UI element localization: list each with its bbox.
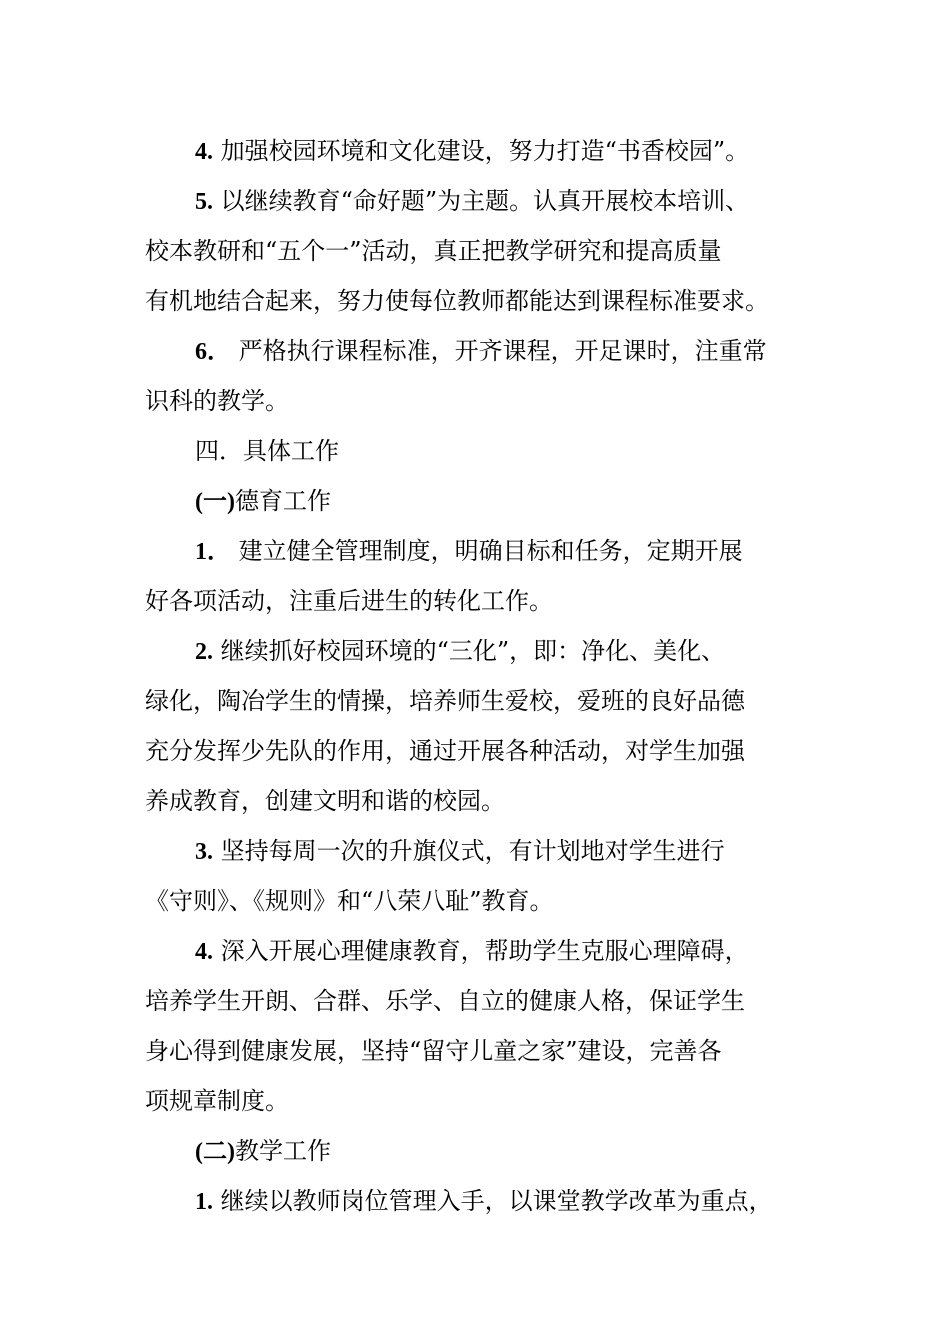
line-text: 继续抓好校园环境的“三化”，即：净化、美化、 bbox=[213, 637, 726, 665]
item-number: (二) bbox=[195, 1139, 235, 1165]
line-text: 项规章制度。 bbox=[145, 1087, 289, 1115]
item-number: 2. bbox=[195, 639, 213, 665]
paragraph-line bbox=[195, 936, 749, 967]
paragraph-line bbox=[195, 336, 767, 367]
line-text: 绿化，陶冶学生的情操，培养师生爱校，爱班的良好品德 bbox=[145, 687, 745, 715]
paragraph-line bbox=[145, 386, 289, 416]
line-text: 好各项活动，注重后进生的转化工作。 bbox=[145, 587, 553, 615]
subsection-heading bbox=[195, 486, 331, 517]
line-text: 坚持每周一次的升旗仪式，有计划地对学生进行 bbox=[213, 837, 725, 865]
paragraph-line bbox=[145, 586, 553, 616]
paragraph-line bbox=[195, 1186, 773, 1217]
section-heading bbox=[195, 436, 339, 466]
item-number: (一) bbox=[195, 489, 235, 515]
paragraph-line bbox=[145, 886, 554, 916]
line-text: 深入开展心理健康教育，帮助学生克服心理障碍， bbox=[213, 937, 749, 965]
line-text: 继续以教师岗位管理入手，以课堂教学改革为重点， bbox=[213, 1187, 773, 1215]
paragraph-line bbox=[145, 786, 505, 816]
paragraph-line bbox=[145, 236, 722, 266]
line-text: 校本教研和“五个一”活动，真正把教学研究和提高质量 bbox=[145, 237, 722, 265]
paragraph-line bbox=[145, 736, 745, 766]
line-text: 《守则》、《规则》和“八荣八耻”教育。 bbox=[145, 887, 554, 915]
paragraph-line bbox=[145, 1036, 722, 1066]
item-number: 5. bbox=[195, 189, 213, 215]
item-number: 4. bbox=[195, 939, 213, 965]
paragraph-line bbox=[145, 1086, 289, 1116]
line-text: 有机地结合起来，努力使每位教师都能达到课程标准要求。 bbox=[145, 287, 769, 315]
line-text: 四．具体工作 bbox=[195, 437, 339, 465]
line-text: 建立健全管理制度，明确目标和任务，定期开展 bbox=[231, 537, 743, 565]
line-text: 充分发挥少先队的作用，通过开展各种活动，对学生加强 bbox=[145, 737, 745, 765]
line-text: 加强校园环境和文化建设，努力打造“书香校园”。 bbox=[213, 137, 750, 165]
line-text: 培养学生开朗、合群、乐学、自立的健康人格，保证学生 bbox=[145, 987, 745, 1015]
item-number: 4. bbox=[195, 139, 213, 165]
item-number: 1． bbox=[195, 539, 231, 565]
paragraph-line bbox=[195, 636, 725, 667]
paragraph-line bbox=[195, 536, 743, 567]
line-text: 身心得到健康发展，坚持“留守儿童之家”建设，完善各 bbox=[145, 1037, 722, 1065]
item-number: 1. bbox=[195, 1189, 213, 1215]
paragraph-line bbox=[145, 286, 769, 316]
paragraph-line bbox=[145, 986, 745, 1016]
line-text: 以继续教育“命好题”为主题。认真开展校本培训、 bbox=[213, 187, 750, 215]
item-number: 6． bbox=[195, 339, 231, 365]
paragraph-line bbox=[195, 836, 725, 867]
paragraph-line bbox=[195, 186, 749, 217]
item-number: 3. bbox=[195, 839, 213, 865]
line-text: 养成教育，创建文明和谐的校园。 bbox=[145, 787, 505, 815]
line-text: 德育工作 bbox=[234, 487, 331, 515]
paragraph-line bbox=[195, 136, 749, 167]
paragraph-line bbox=[145, 686, 745, 716]
line-text: 识科的教学。 bbox=[145, 387, 289, 415]
subsection-heading bbox=[195, 1136, 331, 1167]
line-text: 教学工作 bbox=[234, 1137, 331, 1165]
line-text: 严格执行课程标准，开齐课程，开足课时，注重常 bbox=[231, 337, 767, 365]
